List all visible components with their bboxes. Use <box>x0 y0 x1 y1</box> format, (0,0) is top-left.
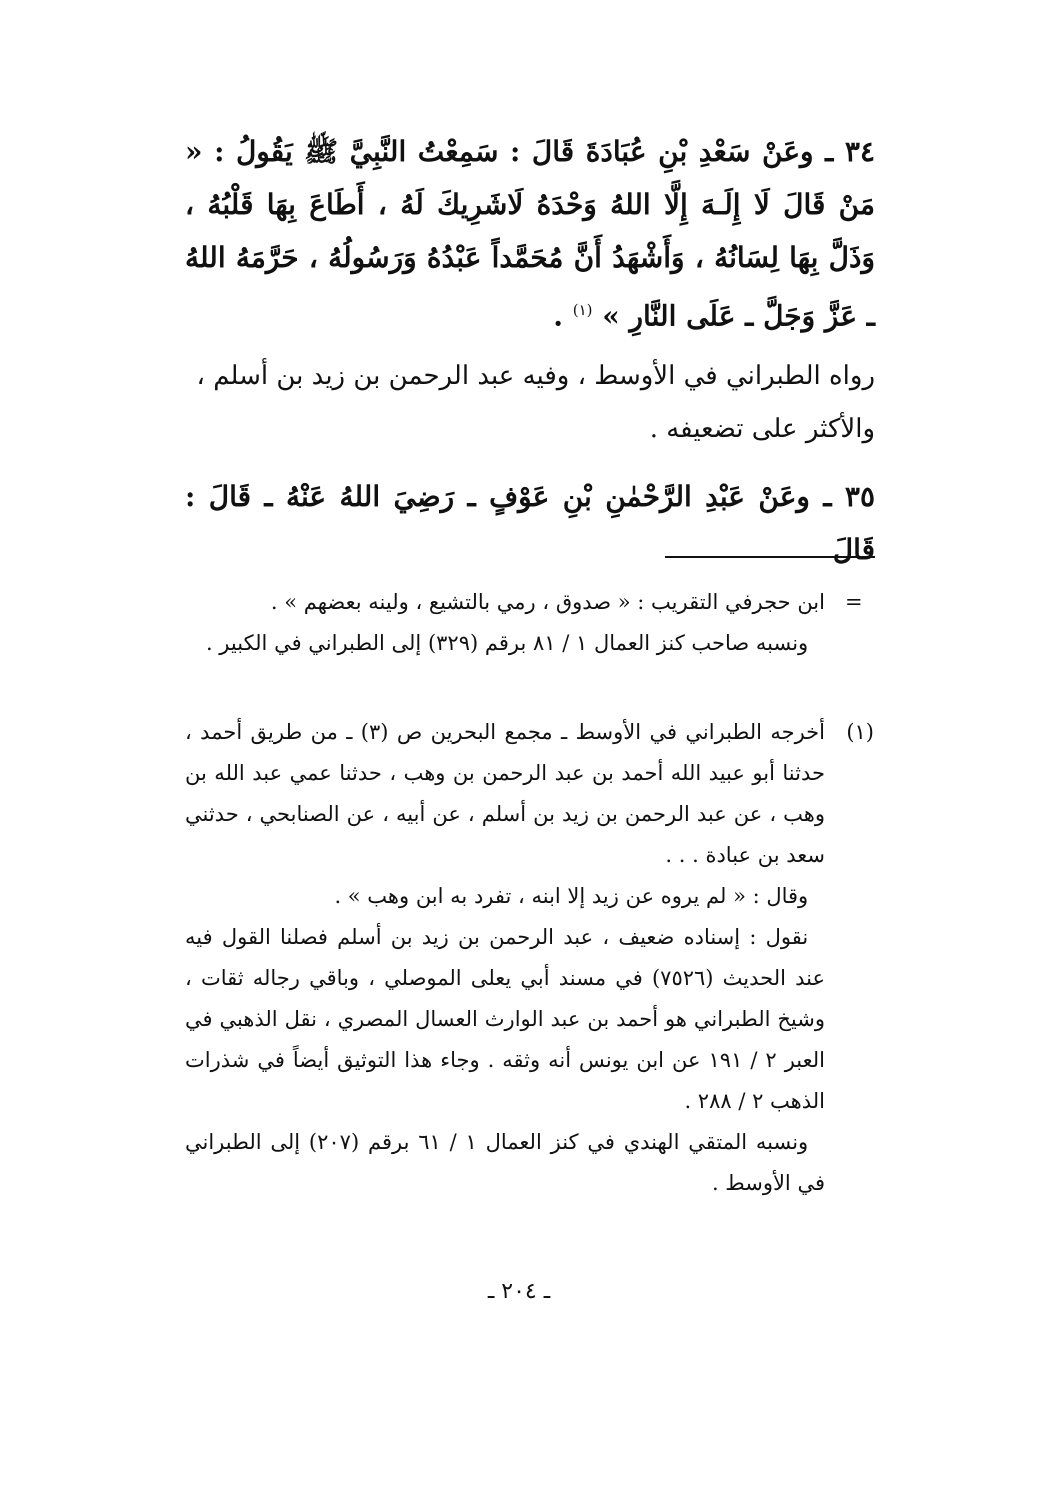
footnote-separator <box>665 556 875 558</box>
footnote-cont-para-2: ونسبه صاحب كنز العمال ١ / ٨١ برقم (٣٢٩) إلى الطبراني في الكبير . <box>205 631 809 655</box>
page-number: ـ ٢٠٤ ـ <box>487 1279 551 1304</box>
hadith-34 <box>185 125 875 342</box>
footnote-1-para-2: وقال : « لم يروه عن زيد إلا ابنه ، تفرد به ابن وهب » . <box>334 884 809 908</box>
footnote-continuation-marker: = <box>845 590 863 614</box>
commentary-line-1: رواه الطبراني في الأوسط ، وفيه عبد الرحمن بن زيد بن أسلم ، <box>196 361 875 391</box>
hadith-34-text: ٣٤ ـ وعَنْ سَعْدِ بْنِ عُبَادَةَ قَالَ : سَمِعْتُ النَّبِيَّ ﷺ يَقُولُ : « مَنْ قَالَ لَا إِلَـهَ إِلَّا اللهُ وَحْدَهُ لَاشَرِيكَ لَهُ ، أَطَاعَ بِهَا قَلْبُهُ ، وَذَلَّ بِهَا لِسَانُهُ ، وَأَشْهَدُ أَنَّ مُحَمَّداً عَبْدُهُ وَرَسُولُهُ ، حَرَّمَهُ اللهُ ـ عَزَّ وَجَلَّ ـ عَلَى النَّارِ » <box>185 135 875 333</box>
footnote-1 <box>185 712 825 1204</box>
footnote-continuation <box>185 582 825 664</box>
commentary <box>185 350 875 456</box>
footnote-reference: (١) <box>572 301 593 319</box>
footnote-1-marker: (١) <box>846 720 874 744</box>
hadith-35 <box>185 470 875 576</box>
footnote-1-para-1: أخرجه الطبراني في الأوسط ـ مجمع البحرين ص (٣) ـ من طريق أحمد ، حدثنا أبو عبيد الله أحمد بن عبد الرحمن بن وهب ، حدثنا عمي عبد الله بن وهب ، عن عبد الرحمن بن زيد بن أسلم ، عن أبيه ، عن الصنابحي ، حدثني سعد بن عبادة . . . <box>185 720 825 867</box>
footnote-cont-line-1: ابن حجرفي التقريب : « صدوق ، رمي بالتشيع ، ولينه بعضهم » . <box>270 590 825 614</box>
hadith-34-end: . <box>553 299 563 333</box>
hadith-35-text: ٣٥ ـ وعَنْ عَبْدِ الرَّحْمٰنِ بْنِ عَوْفٍ ـ رَضِيَ اللهُ عَنْهُ ـ قَالَ : قَالَ <box>185 480 875 566</box>
commentary-line-2: والأكثر على تضعيفه . <box>649 414 875 444</box>
footnote-1-para-4: ونسبه المتقي الهندي في كنز العمال ١ / ٦١ برقم (٢٠٧) إلى الطبراني في الأوسط . <box>185 1130 825 1195</box>
footnote-1-para-3: نقول : إسناده ضعيف ، عبد الرحمن بن زيد بن أسلم فصلنا القول فيه عند الحديث (٧٥٢٦) في مسند أبي يعلى الموصلي ، وباقي رجاله ثقات ، وشيخ الطبراني هو أحمد بن عبد الوارث العسال المصري ، نقل الذهبي في العبر ٢ / ١٩١ عن ابن يونس أنه وثقه . وجاء هذا التوثيق أيضاً في شذرات الذهب ٢ / ٢٨٨ . <box>185 925 825 1113</box>
